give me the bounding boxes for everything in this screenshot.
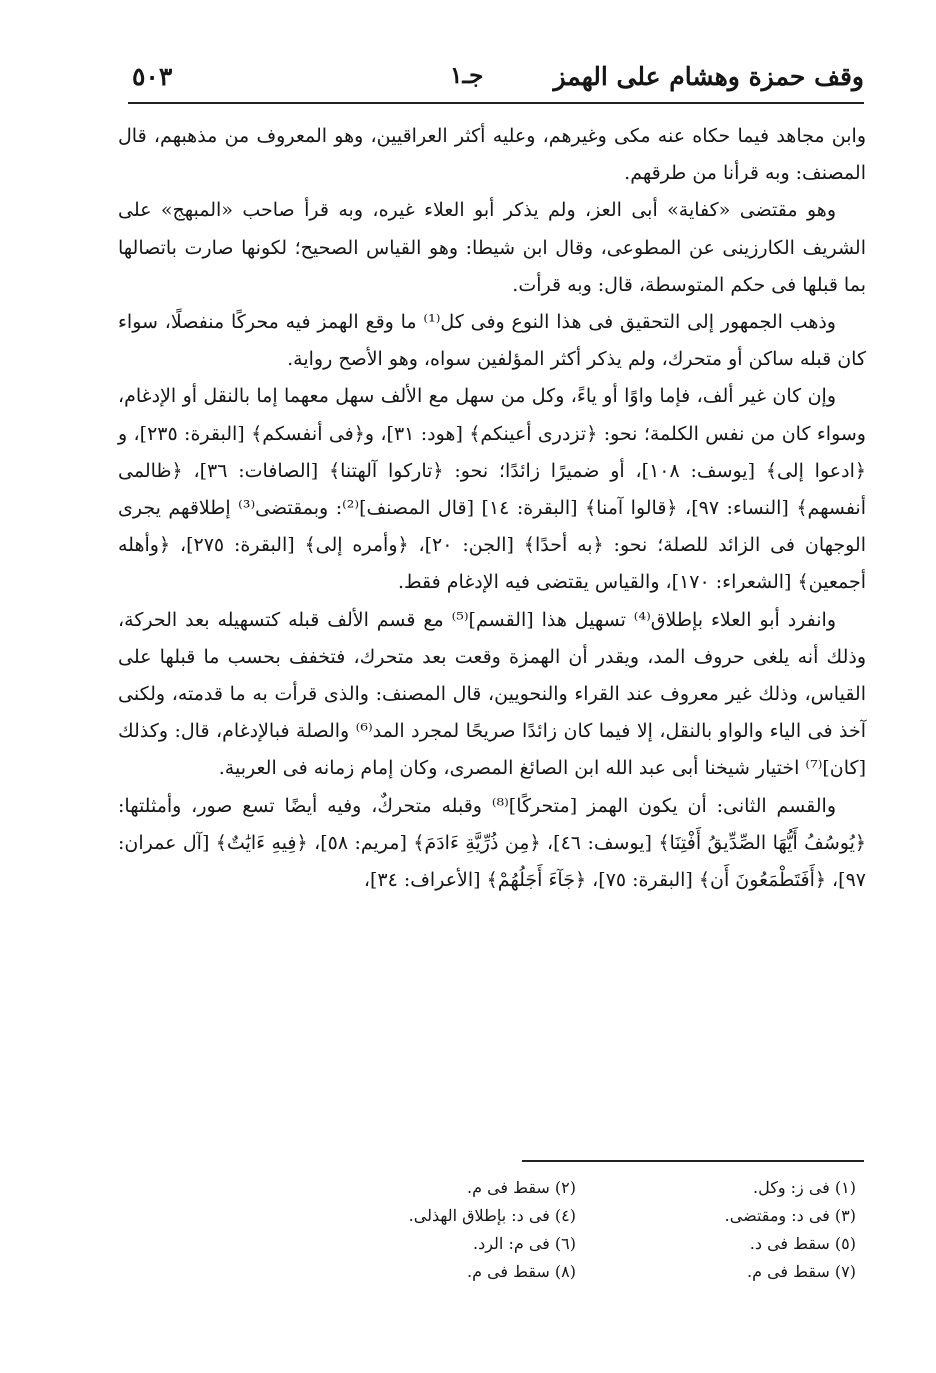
running-title: وقف حمزة وهشام على الهمز bbox=[553, 62, 864, 91]
paragraph: وذهب الجمهور إلى التحقيق فى هذا النوع وفى كل⁽¹⁾ ما وقع الهمز فيه محركًا منفصلًا، سواء كان قبله ساكن أو متحرك، ولم يذكر أكثر المؤلفين سواه، وهو الأصح رواية. bbox=[118, 311, 866, 371]
paragraph: وهو مقتضى «كفاية» أبى العز، ولم يذكر أبو العلاء غيره، وبه قرأ صاحب «المبهج» على الشريف الكارزينى عن المطوعى، وقال ابن شيطا: وهو القياس الصحيح؛ لكونها صارت باتصالها بما قبلها فى حكم المتوسطة، قال: وبه قرأت. bbox=[118, 199, 866, 296]
footnote-row bbox=[296, 1174, 856, 1202]
footnote: (٧) سقط فى م. bbox=[746, 1262, 856, 1281]
footnote: (٢) سقط فى م. bbox=[466, 1178, 576, 1197]
paragraph: والقسم الثانى: أن يكون الهمز [متحركًا]⁽⁸⁾ وقبله متحركٌ، وفيه أيضًا تسع صور، وأمثلتها: ﴿يُوسُفُ أَيُّهَا الصِّدِّيقُ أَفْتِنَا﴾ [يوسف: ٤٦]، ﴿مِن ذُرِّيَّةِ ءَادَمَ﴾ [مريم: ٥٨]، ﴿فِيهِ ءَايَٰتٌ﴾ [آل عمران: ٩٧]، ﴿أَفَتَطْمَعُونَ أَن﴾ [البقرة: ٧٥]، ﴿جَآءَ أَجَلُهُمْ﴾ [الأعراف: ٣٤]، bbox=[118, 794, 866, 892]
paragraph: وابن مجاهد فيما حكاه عنه مكى وغيرهم، وعليه أكثر العراقيين، وهو المعروف من مذهبهم، قال المصنف: وبه قرأنا من طرقهم. bbox=[118, 125, 866, 185]
footnote: (٥) سقط فى د. bbox=[749, 1234, 856, 1253]
footnotes bbox=[296, 1174, 856, 1286]
footnote-row bbox=[296, 1230, 856, 1258]
volume-label: جـ١ bbox=[450, 62, 484, 89]
footnote-row bbox=[296, 1258, 856, 1286]
footnote: (٣) فى د: ومقتضى. bbox=[724, 1206, 856, 1225]
footnote: (٦) فى م: الرد. bbox=[473, 1234, 576, 1253]
paragraph: وإن كان غير ألف، فإما واوًا أو ياءً، وكل من سهل مع الألف سهل معهما إما بالنقل أو الإدغام، وسواء كان من نفس الكلمة؛ نحو: ﴿تزدرى أعينكم﴾ [هود: ٣١]، و﴿فى أنفسكم﴾ [البقرة: ٢٣٥]، و ﴿ادعوا إلى﴾ [يوسف: ١٠٨]، أو ضميرًا زائدًا؛ نحو: ﴿تاركوا آلهتنا﴾ [الصافات: ٣٦]، ﴿ظالمى أنفسهم﴾ [النساء: ٩٧]، ﴿قالوا آمنا﴾ [البقرة: ١٤] [قال المصنف]⁽²⁾: وبمقتضى⁽³⁾ إطلاقهم يجرى الوجهان فى الزائد للصلة؛ نحو: ﴿به أحدًا﴾ [الجن: ٢٠]، ﴿وأمره إلى﴾ [البقرة: ٢٧٥]، ﴿وأهله أجمعين﴾ [الشعراء: ١٧٠]، والقياس يقتضى فيه الإدغام فقط. bbox=[118, 385, 866, 594]
page-number: ٥٠٣ bbox=[132, 62, 173, 91]
paragraph: وانفرد أبو العلاء بإطلاق⁽⁴⁾ تسهيل هذا [القسم]⁽⁵⁾ مع قسم الألف قبله كتسهيله بعد الحركة، وذلك أنه يلغى حروف المد، ويقدر أن الهمزة وقعت بعد متحرك، فتخفف بحسب ما قبلها على القياس، وذلك غير معروف عند القراء والنحويين، قال المصنف: والذى قرأت به ما قدمته، ولكنى آخذ فى الياء والواو بالنقل، إلا فيما كان زائدًا صريحًا لمجرد المد⁽⁶⁾ والصلة فبالإدغام، قال: وكذلك [كان]⁽⁷⁾ اختيار شيخنا أبى عبد الله ابن الصائغ المصرى، وكان إمام زمانه فى العربية. bbox=[118, 608, 866, 780]
main-text bbox=[118, 118, 866, 899]
header-divider bbox=[128, 102, 864, 104]
footnote-divider bbox=[522, 1160, 864, 1162]
footnote: (٤) فى د: بإطلاق الهذلى. bbox=[408, 1206, 576, 1225]
footnote-row bbox=[296, 1202, 856, 1230]
page-header bbox=[130, 58, 864, 98]
footnote: (١) فى ز: وكل. bbox=[753, 1178, 856, 1197]
footnote: (٨) سقط فى م. bbox=[466, 1262, 576, 1281]
